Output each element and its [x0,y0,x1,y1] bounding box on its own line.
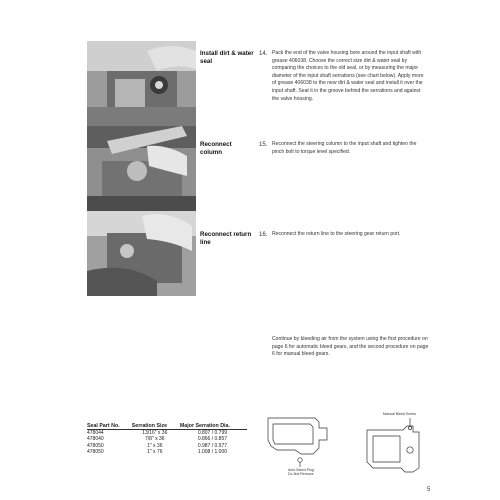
table-row [87,449,247,455]
seal-part-no: 478050 [87,448,104,455]
serration-size: 1" x 36 [147,442,163,449]
major-serration-dia: 0.807 / 0.799 [197,430,228,437]
table-header-row [87,423,247,430]
step-14-text: Pack the end of the valve housing bore around the input shaft with grease 406038. Choose the correct size dirt & water seal by comparing the choices to the old seal, or by measuring the major diameter of the input shaft serrations (see chart below). Apply more of grease 406038 to the new dirt & water seal and install it over the input shaft. Seat it in the groove behind the serrations and against the valve housing. [272,50,424,102]
serration-size: 13/16" x 36 [142,430,168,437]
major-serration-dia: 1.008 / 1.000 [197,448,228,455]
reconnect-column-photo [87,126,196,211]
major-serration-dia: 0.987 / 0.977 [197,442,228,449]
step-14-number: 14. [259,51,268,57]
steering-gear-outline [255,410,430,478]
major-serration-dia: 0.866 / 0.857 [197,436,228,443]
bleeding-note: Continue by bleeding air from the system using the first procedure on page 6 for automatic bleed gears, and the second procedure on page 6 for manual bleed gears. [272,336,429,358]
install-seal-photo [87,41,196,126]
step-16-title: Reconnect return line [200,231,252,246]
seal-part-table [87,423,247,455]
step-16-number: 16. [259,232,268,238]
reconnect-return-line-photo [87,211,196,296]
seal-part-no: 478044 [87,430,104,437]
step-14-title: Install dirt & water seal [200,50,254,65]
serration-size: 7/8" x 36 [145,436,165,443]
do-not-remove-label: Do Not Remove [288,472,314,476]
auto-bleed-plug-label: Auto Bleed Plug [288,468,314,472]
table-row [87,430,247,437]
column-header: Serration Size [132,423,180,430]
seal-part-no: 478040 [87,436,104,443]
step-16-text: Reconnect the return line to the steering gear return port. [272,231,401,237]
seal-part-no: 478050 [87,442,104,449]
manual-bleed-screw-label: Manual Bleed Screw [383,412,416,416]
column-header: Seal Part No. [87,423,132,430]
step-15-title: Reconnect column [200,141,232,156]
column-header: Major Serration Dia. [180,423,247,430]
step-15-number: 15. [259,142,268,148]
page-number: 5 [427,487,431,493]
serration-size: 1" x 76 [147,448,163,455]
steering-gear-diagram [255,410,430,478]
step-15-text: Reconnect the steering column to the input shaft and tighten the pinch bolt to torque level specified. [272,141,417,155]
